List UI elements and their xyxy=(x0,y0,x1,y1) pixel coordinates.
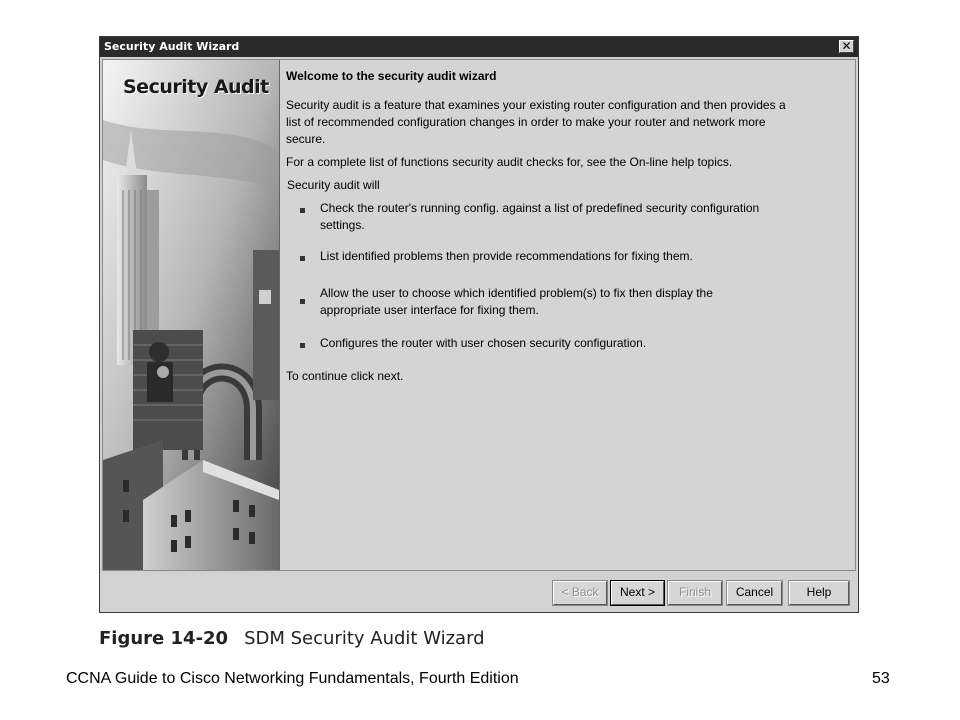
window-title: Security Audit Wizard xyxy=(104,40,240,53)
security-illustration-icon xyxy=(103,60,279,570)
wizard-content xyxy=(286,68,846,385)
side-panel-illustration xyxy=(103,60,280,570)
bullet-icon xyxy=(300,256,305,261)
continue-instruction: To continue click next. xyxy=(286,369,404,383)
figure-title: SDM Security Audit Wizard xyxy=(244,628,485,649)
welcome-heading: Welcome to the security audit wizard xyxy=(286,69,497,83)
list-item-text: List identified problems then provide recommendations for fixing them. xyxy=(320,249,693,263)
figure-caption xyxy=(99,628,485,649)
audit-will-label: Security audit will xyxy=(287,178,380,192)
button-bar xyxy=(100,571,858,613)
bullet-icon xyxy=(300,299,305,304)
list-item xyxy=(300,335,760,352)
bullet-icon xyxy=(300,343,305,348)
wizard-body xyxy=(102,59,856,571)
help-button[interactable]: Help xyxy=(789,581,849,605)
list-item-text: Configures the router with user chosen security configuration. xyxy=(320,336,647,350)
page-number: 53 xyxy=(872,670,890,687)
finish-button[interactable]: Finish xyxy=(668,581,722,605)
list-item-text: Check the router's running config. against a list of predefined security configuration settings. xyxy=(320,201,760,232)
security-audit-wizard-window xyxy=(99,36,859,613)
book-title: CCNA Guide to Cisco Networking Fundamentals, Fourth Edition xyxy=(66,670,519,687)
list-item xyxy=(300,200,760,234)
side-panel-title: Security Audit xyxy=(123,76,269,98)
next-button[interactable]: Next > xyxy=(611,581,664,605)
list-item xyxy=(300,285,760,319)
audit-steps-list xyxy=(300,200,846,352)
list-item xyxy=(300,248,760,265)
title-bar xyxy=(100,37,858,57)
help-paragraph: For a complete list of functions security audit checks for, see the On-line help topics. xyxy=(286,155,733,169)
cancel-button[interactable]: Cancel xyxy=(727,581,782,605)
close-icon: ✕ xyxy=(841,39,852,53)
intro-paragraph: Security audit is a feature that examines your existing router configuration and then provides a list of recommended configuration changes in order to make your router and network more secure. xyxy=(286,98,786,146)
back-button[interactable]: < Back xyxy=(553,581,607,605)
close-button[interactable] xyxy=(839,40,854,53)
figure-number: Figure 14-20 xyxy=(99,628,229,649)
bullet-icon xyxy=(300,208,305,213)
list-item-text: Allow the user to choose which identified problem(s) to fix then display the appropriate user interface for fixing them. xyxy=(320,286,713,317)
